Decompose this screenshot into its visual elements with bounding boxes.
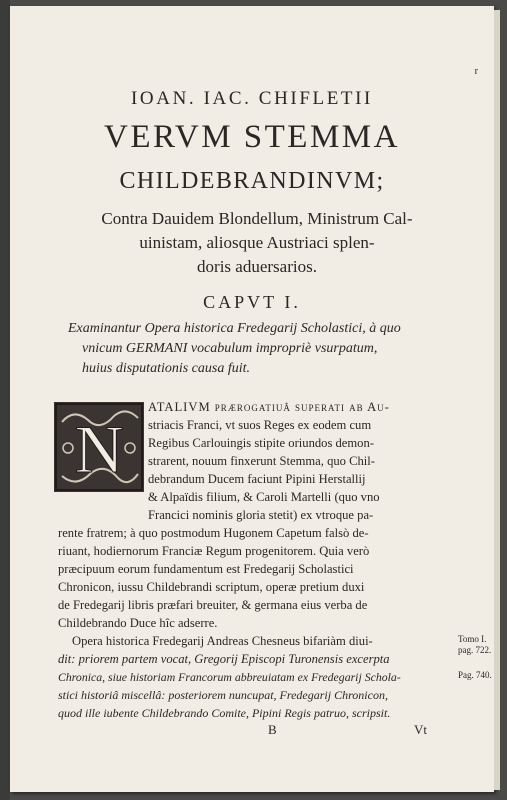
- body-line: strarent, nouum finxerunt Stemma, quo Chil-: [148, 454, 376, 468]
- decorated-initial: [54, 402, 144, 492]
- body-line: Chronicon, iussu Childebrandi scriptum, operæ pretium duxi: [58, 580, 365, 594]
- drop-cap-letter: N: [74, 411, 124, 487]
- summary-line: huius disputationis causa fuit.: [82, 361, 251, 376]
- body-line: striacis Franci, vt suos Reges ex eodem cum: [148, 418, 372, 432]
- margin-note: pag. 722.: [458, 645, 492, 655]
- signature-mark: r: [474, 66, 478, 77]
- book-gutter: [0, 0, 10, 800]
- title-line-1: VERVM STEMMA: [104, 119, 400, 155]
- body-line: Opera historica Fredegarij Andreas Chesneus bifariàm diui-: [72, 634, 373, 648]
- body-line: Regibus Carlouingis stipite oriundos demon-: [148, 436, 374, 450]
- title-line-2: CHILDEBRANDINVM;: [119, 168, 385, 194]
- subtitle: [52, 207, 462, 279]
- body-line: de Fredegarij libris præfari breuiter, & germana eius verba de: [58, 598, 368, 612]
- summary-line: vnicum GERMANI vocabulum impropriè vsurpatum,: [82, 341, 378, 356]
- margin-note: Pag. 740.: [458, 670, 492, 680]
- subtitle-line: uinistam, aliosque Austriaci splen-: [139, 233, 375, 252]
- body-line: & Alpaïdis filium, & Caroli Martelli (quo vno: [148, 490, 380, 504]
- body-line: Francici nominis gloria stetit) ex vtroque pa-: [148, 508, 374, 522]
- book-page: [10, 6, 494, 792]
- summary-line: Examinantur Opera historica Fredegarij Scholastici, à quo: [68, 321, 401, 336]
- signature-letter: B: [268, 722, 277, 737]
- body-line: rente fratrem; à quo postmodum Hugonem Capetum falsò de-: [58, 526, 369, 540]
- chapter-summary: [68, 319, 448, 379]
- subtitle-line: Contra Dauidem Blondellum, Ministrum Cal-: [101, 209, 413, 228]
- author-line: IOAN. IAC. CHIFLETII: [131, 88, 373, 109]
- catchword: Vt: [414, 722, 427, 737]
- body-line: debrandum Ducem faciunt Pipini Herstallij: [148, 472, 366, 486]
- body-line: præcipuum eorum fundamentum est Fredegarij Scholastici: [58, 562, 354, 576]
- body-line: stici historiâ miscellâ: posteriorem nuncupat, Fredegarij Chronicon,: [58, 688, 388, 702]
- body-line: riuant, hodiernorum Franciæ Regum progenitorem. Quia verò: [58, 544, 370, 558]
- body-line: dit: priorem partem vocat, Gregorij Episcopi Turonensis excerpta: [58, 652, 390, 666]
- body-line: quod ille iubente Childebrando Comite, Pipini Regis patruo, scripsit.: [58, 706, 391, 720]
- page-edge-right: [494, 10, 500, 790]
- margin-note: Tomo I.: [458, 634, 487, 644]
- body-line: Childebrando Duce hîc adserre.: [58, 616, 218, 630]
- body-line: ATALIVM prærogatiuâ superati ab Au-: [148, 400, 390, 414]
- chapter-heading: CAPVT I.: [203, 292, 301, 312]
- body-line: Chronica, siue historiam Francorum abbreuiatam ex Fredegarij Schola-: [58, 670, 401, 684]
- subtitle-line: doris aduersarios.: [197, 257, 317, 276]
